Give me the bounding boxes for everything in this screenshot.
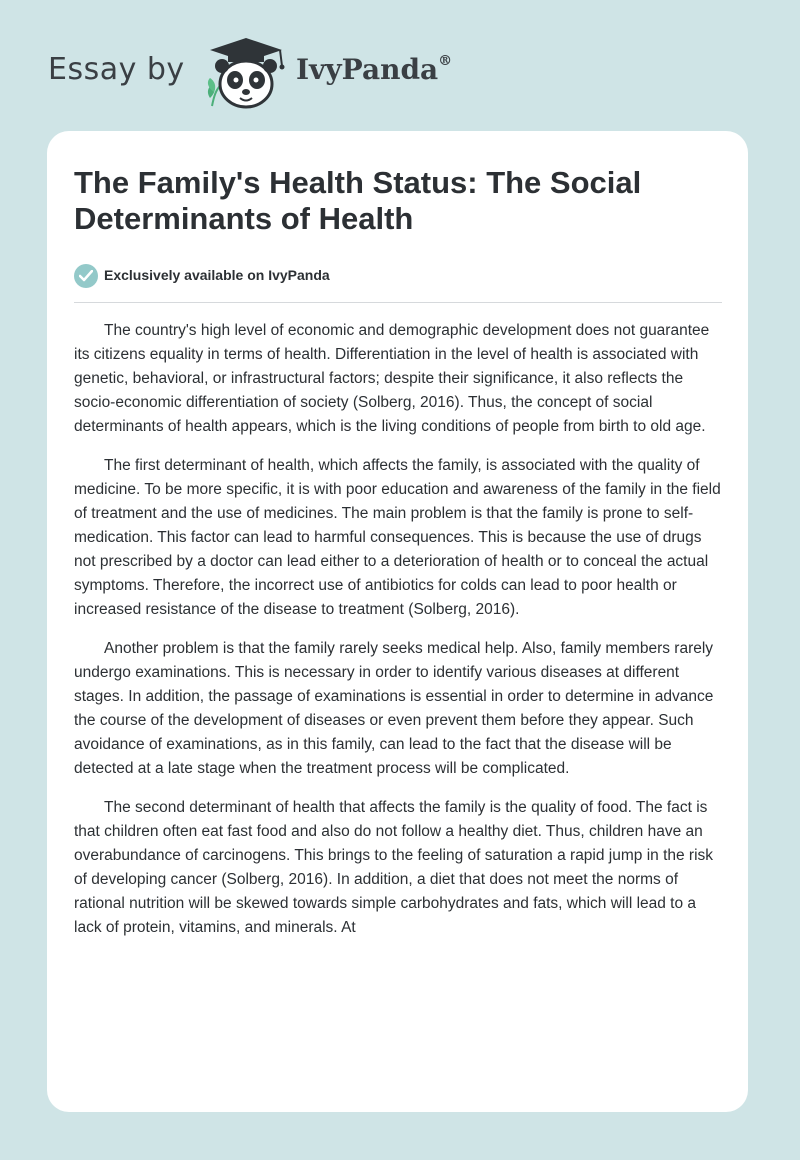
essay-by-label: Essay by bbox=[48, 52, 185, 87]
paragraph: Another problem is that the family rarely seeks medical help. Also, family members rarely undergo examinations. This is necessary in order to identify various diseases at different stages. In addition, the passage of examinations is essential in order to determine in advance the course of the development of diseases or even prevent them before they appear. Such avoidance of examinations, as in this family, can lead to the fact that the disease will be detected at a late stage when the treatment process will be complicated. bbox=[74, 640, 714, 777]
paragraph: The country's high level of economic and demographic development does not guarantee its citizens equality in terms of health. Differentiation in the level of health is associated with genetic, behavioral, or infrastructural factors; despite their significance, it also reflects the socio-economic differentiation of society (Solberg, 2016). Thus, the concept of social determinants of health appears, which is the living conditions of people from birth to old age. bbox=[74, 322, 710, 435]
exclusive-label: Exclusively available on IvyPanda bbox=[104, 267, 330, 283]
paragraph: The second determinant of health that affects the family is the quality of food. The fact is that children often eat fast food and also do not follow a healthy diet. Thus, children have an overabundance of carcinogens. This brings to the feeling of saturation a rapid jump in the risk of developing cancer (Solberg, 2016). In addition, a diet that does not meet the norms of rational nutrition will be skewed towards simple carbohydrates and fats, which will lead to a lack of protein, vitamins, and minerals. At bbox=[74, 799, 714, 936]
panda-graduate-icon[interactable] bbox=[202, 36, 290, 110]
divider bbox=[74, 302, 722, 303]
page-title: The Family's Health Status: The Social Determinants of Health bbox=[74, 165, 642, 236]
essay-body bbox=[74, 319, 724, 955]
brand-text: IvyPanda bbox=[296, 53, 439, 86]
registered-mark: ® bbox=[438, 53, 453, 69]
site-header bbox=[0, 0, 800, 128]
brand-name[interactable] bbox=[296, 53, 452, 86]
essay-card bbox=[47, 131, 748, 1112]
paragraph: The first determinant of health, which affects the family, is associated with the quality of medicine. To be more specific, it is with poor education and awareness of the family in the field of treatment and the use of medicines. The main problem is that the family is prone to self-medication. This factor can lead to harmful consequences. This is because the use of drugs not prescribed by a doctor can lead either to a deterioration of health or to conceal the actual symptoms. Therefore, the incorrect use of antibiotics for colds can lead to poor health or increased resistance of the disease to treatment (Solberg, 2016). bbox=[74, 457, 721, 618]
check-circle-icon bbox=[74, 264, 98, 288]
